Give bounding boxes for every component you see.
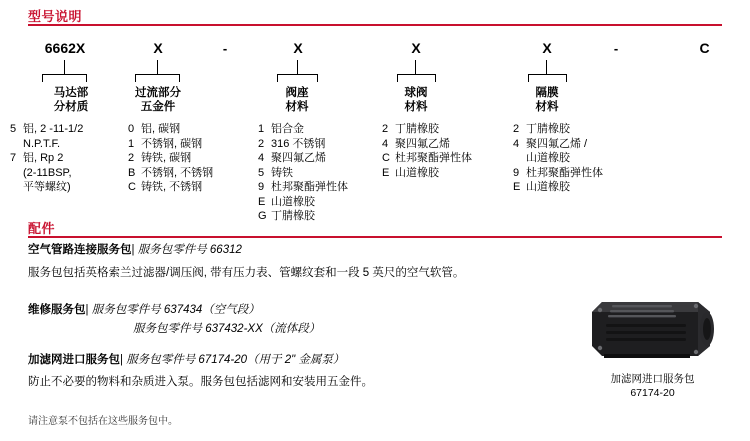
column-title-ball-line2: 材料	[404, 101, 428, 113]
divider-accessories	[28, 236, 722, 238]
model-code-slot-2: X	[293, 40, 303, 56]
option-row	[513, 137, 603, 152]
option-key: 4	[513, 137, 520, 150]
accessory-separator: |	[120, 354, 123, 366]
leader-line-v-2b	[135, 74, 136, 82]
accessory-separator: |	[131, 244, 135, 256]
option-value: 聚四氟乙烯	[395, 137, 450, 150]
accessory-item-strainer	[28, 352, 568, 391]
option-value: 山道橡胶	[395, 166, 439, 179]
option-key: 7	[10, 152, 17, 164]
option-value: 铝, 2 -11-1/2	[23, 123, 84, 135]
option-key: 9	[513, 166, 520, 179]
leader-line-h-3	[277, 74, 317, 75]
option-row	[513, 180, 603, 195]
option-row	[513, 122, 603, 137]
leader-line-v-1c	[86, 74, 87, 82]
option-row	[258, 137, 348, 152]
option-key: E	[382, 166, 390, 179]
option-value: 杜邦聚酯弹性体	[395, 152, 472, 164]
accessory-part-number: 服务包零件号 637434（空气段）	[91, 304, 260, 316]
product-image-caption	[570, 372, 735, 400]
accessory-part-number: 服务包零件号 67174-20（用于 2" 金属泵）	[126, 354, 345, 366]
option-row	[382, 137, 472, 152]
option-row	[258, 166, 348, 181]
option-row	[10, 151, 83, 166]
option-key: 1	[258, 123, 265, 135]
accessory-title: 加滤网进口服务包	[28, 354, 120, 366]
model-code-slot-4: X	[542, 40, 552, 56]
option-key: 4	[382, 137, 389, 150]
column-title-motor-line1: 马达部	[53, 87, 89, 99]
column-title-motor	[36, 86, 106, 114]
option-value: 聚四氟乙烯	[271, 152, 326, 164]
option-row	[258, 151, 348, 166]
leader-line-v-5b	[528, 74, 529, 82]
option-value: 不锈钢, 碳钢	[141, 137, 203, 150]
leader-line-v-4b	[397, 74, 398, 82]
column-title-ball	[392, 86, 440, 114]
column-title-diaphragm	[523, 86, 571, 114]
option-key: C	[128, 181, 136, 193]
option-list-ball	[382, 122, 472, 180]
leader-line-h-5	[528, 74, 566, 75]
leader-line-v-2c	[179, 74, 180, 82]
option-value: 杜邦聚酯弹性体	[271, 181, 348, 193]
accessory-part-number-secondary: 服务包零件号 637432-XX（流体段）	[133, 323, 321, 335]
option-value: 铸铁, 不锈钢	[141, 181, 203, 193]
option-value: 铝, Rp 2	[23, 152, 64, 164]
column-title-wetted-line1: 过流部分	[135, 87, 181, 99]
option-list-wetted	[128, 122, 213, 195]
section-heading-model: 型号说明	[28, 9, 83, 24]
option-row	[513, 151, 603, 166]
divider-model	[28, 24, 722, 26]
option-list-diaphragm	[513, 122, 603, 195]
option-key: E	[258, 195, 266, 208]
leader-line-v-4a	[415, 60, 416, 74]
option-key: E	[513, 181, 521, 193]
leader-line-h-4	[397, 74, 435, 75]
option-key: 0	[128, 123, 135, 135]
option-row	[10, 166, 83, 181]
column-title-ball-line1: 球阀	[404, 87, 428, 99]
option-key: 2	[382, 123, 389, 135]
leader-line-v-1a	[64, 60, 65, 74]
leader-line-h-2	[135, 74, 179, 75]
option-value: 杜邦聚酯弹性体	[526, 166, 603, 179]
option-row	[382, 122, 472, 137]
option-value: N.P.T.F.	[23, 137, 61, 150]
option-value: 平等螺纹)	[23, 181, 71, 193]
product-caption-line2: 67174-20	[630, 387, 675, 399]
column-title-seat-line2: 材料	[285, 101, 309, 113]
model-code-base: 6662X	[44, 40, 86, 56]
option-key: 2	[128, 152, 135, 164]
option-row	[382, 166, 472, 181]
accessory-item-air-line	[28, 242, 568, 282]
option-row	[258, 122, 348, 137]
option-value: 丁腈橡胶	[271, 210, 315, 222]
option-value: 丁腈橡胶	[395, 123, 439, 135]
option-key: 4	[258, 152, 265, 164]
leader-line-v-5a	[546, 60, 547, 74]
accessory-part-number: 服务包零件号 66312	[137, 244, 242, 256]
option-key: 1	[128, 137, 135, 150]
footnote: 请注意泵不包括在这些服务包中。	[28, 416, 178, 427]
accessory-title: 空气管路连接服务包	[28, 244, 132, 256]
leader-line-v-3c	[317, 74, 318, 82]
option-value: 不锈钢, 不锈钢	[141, 166, 214, 179]
model-code-suffix: C	[699, 40, 710, 56]
product-caption-line1: 加滤网进口服务包	[610, 373, 695, 385]
leader-line-v-2a	[157, 60, 158, 74]
option-row	[513, 166, 603, 181]
column-title-diaphragm-line2: 材料	[535, 101, 559, 113]
option-value: 铸铁, 碳钢	[141, 152, 192, 164]
option-row	[10, 180, 83, 195]
leader-line-v-3a	[297, 60, 298, 74]
option-key: 5	[10, 123, 17, 135]
option-row	[128, 151, 213, 166]
option-row	[128, 122, 213, 137]
model-code-slot-1: X	[153, 40, 163, 56]
option-key: G	[258, 210, 267, 222]
accessory-description: 防止不必要的物料和杂质进入泵。服务包包括滤网和安装用五金件。	[28, 376, 373, 388]
option-value: 铝合金	[271, 123, 304, 135]
section-heading-accessories: 配件	[28, 221, 56, 236]
leader-line-v-3b	[277, 74, 278, 82]
column-title-seat-line1: 阀座	[285, 87, 309, 99]
option-key: 5	[258, 166, 265, 179]
option-row	[382, 151, 472, 166]
option-row	[128, 166, 213, 181]
option-key: B	[128, 166, 136, 179]
option-key: C	[382, 152, 390, 164]
accessory-description: 服务包包括英格索兰过滤器/调压阀, 带有压力表、管螺纹套和一段 5 英尺的空气软管。	[28, 267, 465, 279]
option-row	[10, 137, 83, 152]
model-code-row	[0, 38, 750, 60]
column-title-diaphragm-line1: 隔膜	[535, 87, 559, 99]
model-code-dash-2: -	[613, 41, 619, 56]
column-title-wetted-line2: 五金件	[140, 101, 176, 113]
option-row	[258, 180, 348, 195]
option-row	[128, 180, 213, 195]
leader-line-v-4c	[435, 74, 436, 82]
option-value: 山道橡胶	[526, 152, 570, 164]
option-row	[10, 122, 83, 137]
option-value: 316 不锈钢	[271, 137, 326, 150]
option-value: 铝, 碳钢	[141, 123, 181, 135]
option-list-seat	[258, 122, 348, 224]
model-code-slot-3: X	[411, 40, 421, 56]
option-key: 9	[258, 181, 265, 193]
option-key: 2	[513, 123, 520, 135]
option-value: 铸铁	[271, 166, 293, 179]
option-value: 丁腈橡胶	[526, 123, 570, 135]
option-row	[128, 137, 213, 152]
option-list-motor	[10, 122, 83, 195]
model-code-dash-1: -	[222, 41, 228, 56]
accessory-separator: |	[85, 304, 89, 316]
option-row	[258, 195, 348, 210]
leader-line-v-5c	[566, 74, 567, 82]
option-value: 山道橡胶	[271, 195, 315, 208]
option-row	[258, 209, 348, 224]
leader-line-v-1b	[42, 74, 43, 82]
accessory-title: 维修服务包	[28, 304, 86, 316]
option-value: (2-11BSP,	[23, 166, 72, 179]
accessory-item-service-kit	[28, 302, 568, 338]
option-value: 山道橡胶	[526, 181, 570, 193]
option-key: 2	[258, 137, 265, 150]
option-value: 聚四氟乙烯 /	[526, 137, 588, 150]
leader-line-h-1	[42, 74, 86, 75]
product-image	[580, 290, 720, 362]
column-title-seat	[273, 86, 321, 114]
column-title-wetted	[122, 86, 194, 114]
column-title-motor-line2: 分材质	[53, 101, 89, 113]
